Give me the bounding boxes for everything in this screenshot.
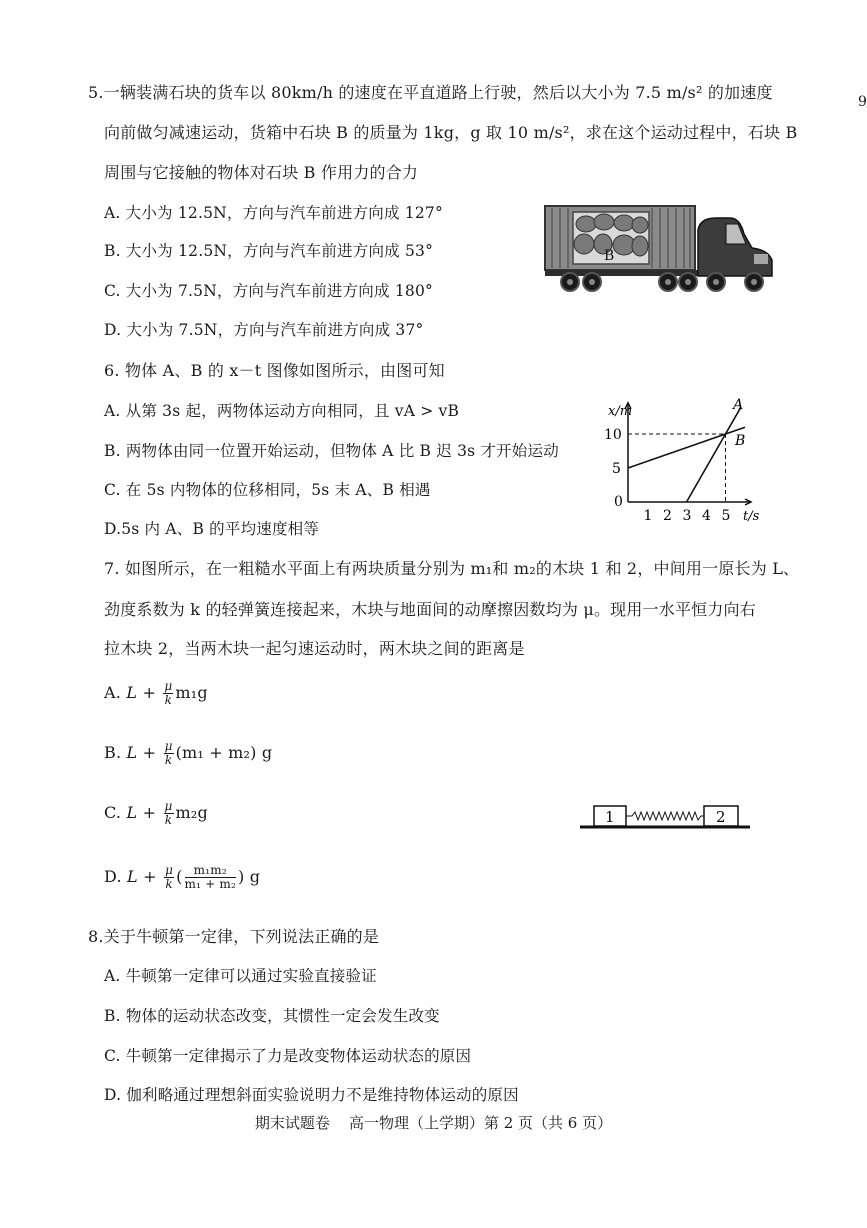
stone-b-label: B [604,248,615,264]
series-line-A [687,407,742,502]
x-tick-label: 5 [721,508,731,522]
q5-option-d: D. 大小为 7.5N，方向与汽车前进方向成 37° [104,321,424,339]
q7-option-d: D. L + $\frac{\mu}{k}$ ( $\frac{\text{m₁m₂}}{\text{m₁ + m₂}}$ ) g [104,863,261,891]
y-axis-label: x/m [608,403,633,419]
page-footer: 期末试题卷 高一物理（上学期）第 2 页（共 6 页） [254,1114,613,1132]
spring-blocks-diagram [580,800,755,832]
xt-graph [600,392,770,522]
y-tick-label: 5 [612,461,621,477]
q5-stem-line1: 5.一辆装满石块的货车以 80km/h 的速度在平直道路上行驶，然后以大小为 7.5 m/s² 的加速度 [88,83,773,102]
q6-stem: 6. 物体 A、B 的 x－t 图像如图所示，由图可知 [104,361,445,380]
q7-stem-line1: 7. 如图所示，在一粗糙水平面上有两块质量分别为 m₁和 m₂的木块 1 和 2，中间用一原长为 L、 [104,559,800,578]
q6-option-a: A. 从第 3s 起，两物体运动方向相同，且 vA > vB [104,402,460,420]
q6-option-d: D.5s 内 A、B 的平均速度相等 [104,520,320,538]
q5-stem-line3: 周围与它接触的物体对石块 B 作用力的合力 [104,163,419,182]
y-tick-label: 10 [604,427,622,443]
q8-option-d: D. 伽利略通过理想斜面实验说明力不是维持物体运动的原因 [104,1086,519,1104]
q8-option-a: A. 牛顿第一定律可以通过实验直接验证 [104,967,377,985]
q5-option-c: C. 大小为 7.5N，方向与汽车前进方向成 180° [104,282,433,300]
q5-option-a: A. 大小为 12.5N，方向与汽车前进方向成 127° [104,204,443,222]
series-label-A: A [733,396,744,413]
q8-stem: 8.关于牛顿第一定律，下列说法正确的是 [88,927,380,946]
corner-mark: 9 [858,94,867,110]
q7-option-b: B. L + $\frac{\mu}{k}$ (m₁ + m₂) g [104,739,273,767]
block-2-label: 2 [716,808,726,826]
q7-option-c: C. L + $\frac{\mu}{k}$ m₂g [104,799,208,827]
truck-illustration [540,200,790,300]
series-label-B: B [735,433,746,450]
q7-stem-line2: 劲度系数为 k 的轻弹簧连接起来，木块与地面间的动摩擦因数均为 μ。现用一水平恒力向右 [104,600,756,619]
q5-option-b: B. 大小为 12.5N，方向与汽车前进方向成 53° [104,242,434,260]
q7-option-a: A. L + $\frac{\mu}{k}$ m₁g [104,679,208,707]
q6-option-b: B. 两物体由同一位置开始运动，但物体 A 比 B 迟 3s 才开始运动 [104,442,559,460]
q6-option-c: C. 在 5s 内物体的位移相同，5s 末 A、B 相遇 [104,481,431,499]
q8-option-b: B. 物体的运动状态改变，其惯性一定会发生改变 [104,1007,440,1025]
spring [626,812,704,820]
q5-stem-line2: 向前做匀减速运动，货箱中石块 B 的质量为 1kg，g 取 10 m/s²，求在这个运动过程中，石块 B [104,123,798,142]
x-tick-label: 1 [643,508,653,522]
q8-option-c: C. 牛顿第一定律揭示了力是改变物体运动状态的原因 [104,1047,472,1065]
x-tick-label: 3 [682,508,692,522]
origin-label: 0 [614,494,623,510]
series-line-B [628,427,745,468]
x-tick-label: 2 [663,508,672,522]
block-1-label: 1 [605,808,615,826]
q7-stem-line3: 拉木块 2，当两木块一起匀速运动时，两木块之间的距离是 [104,639,525,658]
x-axis-label: t/s [743,509,760,522]
x-tick-label: 4 [702,508,711,522]
